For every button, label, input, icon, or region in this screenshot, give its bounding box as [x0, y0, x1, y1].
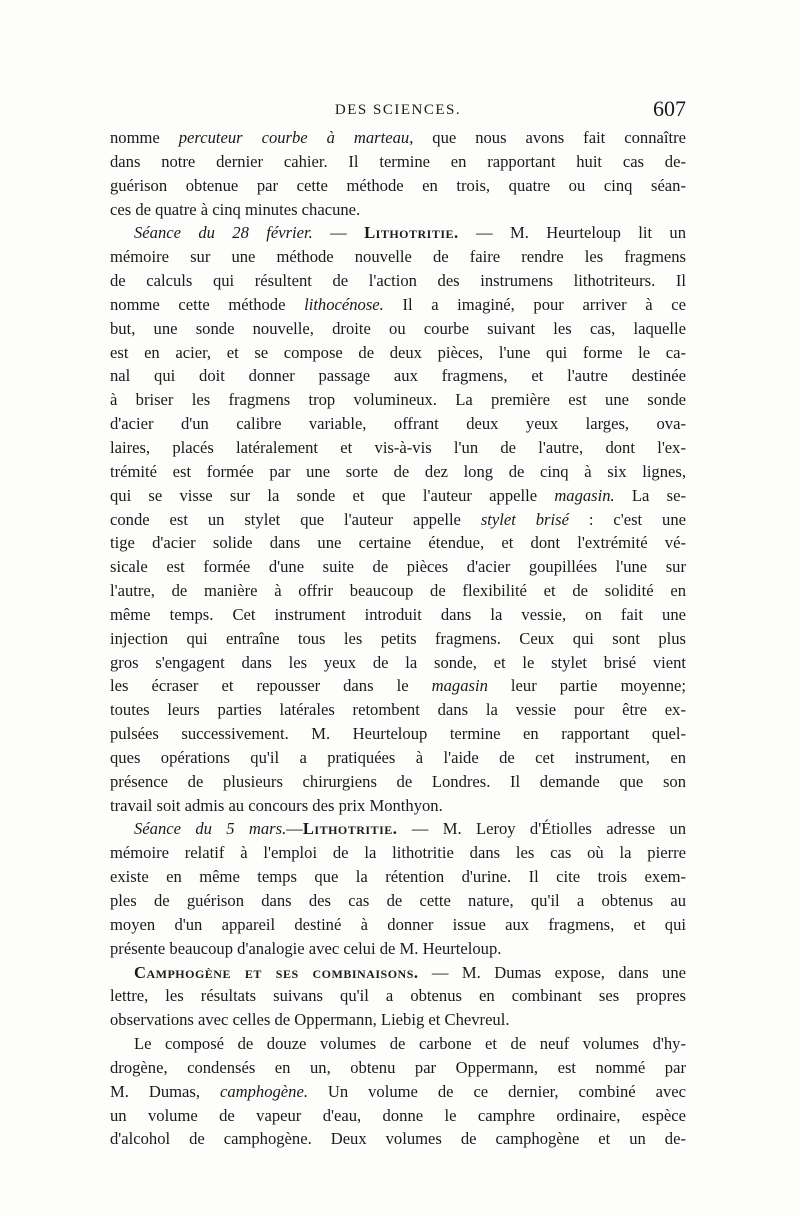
italic-text: Séance du 5 mars. — [134, 819, 287, 839]
text-line — [110, 722, 686, 746]
text-line — [110, 388, 686, 412]
text-line — [110, 436, 686, 460]
text-segment: ques opérations qu'il a pratiquées à l'aide de cet instrument, en — [110, 747, 686, 767]
text-segment: laires, placés latéralement et vis-à-vis l'un de l'autre, dont l'ex- — [110, 437, 686, 457]
text-line — [110, 794, 686, 818]
text-line — [110, 937, 686, 961]
text-line — [110, 508, 686, 532]
body-text — [110, 126, 686, 1151]
section-heading: Camphogène et ses combinaisons. — [134, 962, 419, 982]
text-line — [110, 484, 686, 508]
italic-text: magasin. — [554, 485, 615, 505]
italic-text: Séance du 28 février. — [134, 223, 313, 243]
text-segment: La se- — [614, 485, 686, 505]
text-segment: toutes leurs parties latérales retombent dans la vessie pour être ex- — [110, 700, 686, 720]
text-segment: ples de guérison dans des cas de cette nature, qu'il a obtenus au — [110, 891, 686, 910]
italic-text: magasin — [431, 676, 488, 696]
text-segment: : c'est une — [568, 509, 686, 529]
text-segment: qui se visse sur la sonde et que l'auteur appelle — [110, 485, 555, 505]
text-line — [110, 341, 686, 365]
text-line — [110, 698, 686, 722]
text-line — [110, 627, 686, 651]
text-line — [110, 961, 686, 985]
text-line — [110, 174, 686, 198]
text-line — [110, 269, 686, 293]
text-line — [110, 221, 686, 245]
text-line — [110, 150, 686, 174]
text-segment: existe en même temps que la rétention d'urine. Il cite trois exem- — [110, 867, 686, 887]
text-line — [110, 293, 686, 317]
text-segment: à briser les fragmens trop volumineux. La première est une sonde — [110, 390, 686, 410]
text-line — [110, 1127, 686, 1151]
text-line — [110, 460, 686, 484]
text-line — [110, 651, 686, 675]
text-line — [110, 126, 686, 150]
text-line — [110, 317, 686, 341]
text-line — [110, 1080, 686, 1104]
text-segment: mémoire relatif à l'emploi de la lithotritie dans les cas où la pierre — [110, 843, 686, 863]
text-segment: — M. Heurteloup lit un — [458, 223, 686, 243]
text-segment: Un volume de ce dernier, combiné avec — [307, 1081, 686, 1101]
text-line — [110, 913, 686, 937]
text-line — [110, 531, 686, 555]
text-segment: Le composé de douze volumes de carbone et de neuf volumes d'hy- — [134, 1034, 686, 1054]
text-segment: ces de quatre à cinq minutes chacune. — [110, 199, 361, 219]
text-segment: pulsées successivement. M. Heurteloup termine en rapportant quel- — [110, 724, 686, 744]
italic-text: percuteur courbe à marteau — [178, 128, 410, 147]
italic-text: lithocénose. — [304, 294, 384, 314]
section-heading: Lithotritie. — [364, 223, 459, 243]
text-segment: injection qui entraîne tous les petits fragmens. Ceux qui sont plus — [110, 628, 686, 648]
text-segment: même temps. Cet instrument introduit dans la vessie, on fait une — [110, 604, 686, 624]
text-line — [110, 364, 686, 388]
text-segment: — M. Dumas expose, dans une — [418, 962, 686, 982]
italic-text: camphogène. — [219, 1081, 308, 1101]
text-segment: — — [312, 223, 365, 243]
text-segment: lettre, les résultats suivans qu'il a obtenus en combinant ses propres — [110, 986, 686, 1006]
text-segment: nomme cette méthode — [110, 294, 305, 314]
text-segment: conde est un stylet que l'auteur appelle — [110, 509, 481, 529]
text-line — [110, 245, 686, 269]
text-segment: guérison obtenue par cette méthode en trois, quatre ou cinq séan- — [110, 175, 686, 195]
text-line — [110, 770, 686, 794]
text-segment: est en acier, et se compose de deux pièces, l'une qui forme le ca- — [110, 342, 686, 362]
text-segment: but, une sonde nouvelle, droite ou courbe suivant les cas, laquelle — [110, 318, 686, 338]
text-segment: de calculs qui résultent de l'action des instrumens lithotriteurs. Il — [110, 271, 686, 291]
text-segment: observations avec celles de Oppermann, Liebig et Chevreul. — [110, 1010, 510, 1030]
text-line — [110, 1008, 686, 1032]
text-segment: mémoire sur une méthode nouvelle de faire rendre les fragmens — [110, 247, 686, 267]
text-line — [110, 1056, 686, 1080]
text-line — [110, 1032, 686, 1056]
text-line — [110, 1104, 686, 1128]
text-line — [110, 412, 686, 436]
text-line — [110, 198, 686, 222]
text-segment: Il a imaginé, pour arriver à ce — [383, 294, 686, 314]
text-line — [110, 603, 686, 627]
text-line — [110, 889, 686, 913]
text-segment: moyen d'un appareil destiné à donner issue aux fragmens, et qui — [110, 914, 686, 934]
text-segment: un volume de vapeur d'eau, donne le camphre ordinaire, espèce — [110, 1105, 686, 1125]
text-segment: les écraser et repousser dans le — [110, 676, 432, 696]
text-line — [110, 817, 686, 841]
text-segment: présente beaucoup d'analogie avec celui de M. Heurteloup. — [110, 938, 502, 958]
text-segment: drogène, condensés en un, obtenu par Oppermann, est nommé par — [110, 1057, 686, 1077]
text-line — [110, 984, 686, 1008]
running-head — [110, 96, 686, 126]
text-segment: d'acier d'un calibre variable, offrant deux yeux larges, ova- — [110, 414, 686, 434]
text-segment: nal qui doit donner passage aux fragmens, et l'autre destinée — [110, 366, 686, 386]
text-line — [110, 865, 686, 889]
text-segment: — — [286, 819, 303, 839]
text-segment: — M. Leroy d'Étiolles adresse un — [397, 819, 686, 839]
text-segment: tige d'acier solide dans une certaine étendue, et dont l'extrémité vé- — [110, 533, 686, 553]
text-segment: gros s'engagent dans les yeux de la sonde, et le stylet brisé vient — [110, 652, 686, 672]
text-segment: présence de plusieurs chirurgiens de Londres. Il demande que son — [110, 771, 686, 791]
text-line — [110, 579, 686, 603]
italic-text: stylet brisé — [480, 509, 569, 529]
text-segment: dans notre dernier cahier. Il termine en rapportant huit cas de- — [110, 151, 686, 171]
text-segment: leur partie moyenne; — [487, 676, 686, 696]
text-line — [110, 841, 686, 865]
text-segment: trémité est formée par une sorte de dez long de cinq à six lignes, — [110, 461, 686, 481]
text-line — [110, 555, 686, 579]
text-segment: M. Dumas, — [110, 1081, 220, 1101]
text-segment: nomme — [110, 128, 179, 147]
text-segment: d'alcohol de camphogène. Deux volumes de camphogène et un de- — [110, 1129, 686, 1149]
text-segment: travail soit admis au concours des prix Monthyon. — [110, 795, 443, 815]
text-line — [110, 746, 686, 770]
text-line — [110, 674, 686, 698]
page-number: 607 — [653, 96, 686, 121]
running-title: DES SCIENCES. — [334, 102, 462, 118]
text-segment: , que nous avons fait connaître — [409, 128, 686, 147]
text-segment: sicale est formée d'une suite de pièces d'acier goupillées l'une sur — [110, 557, 686, 577]
text-segment: l'autre, de manière à offrir beaucoup de flexibilité et de solidité en — [110, 581, 686, 601]
section-heading: Lithotritie. — [302, 819, 398, 839]
